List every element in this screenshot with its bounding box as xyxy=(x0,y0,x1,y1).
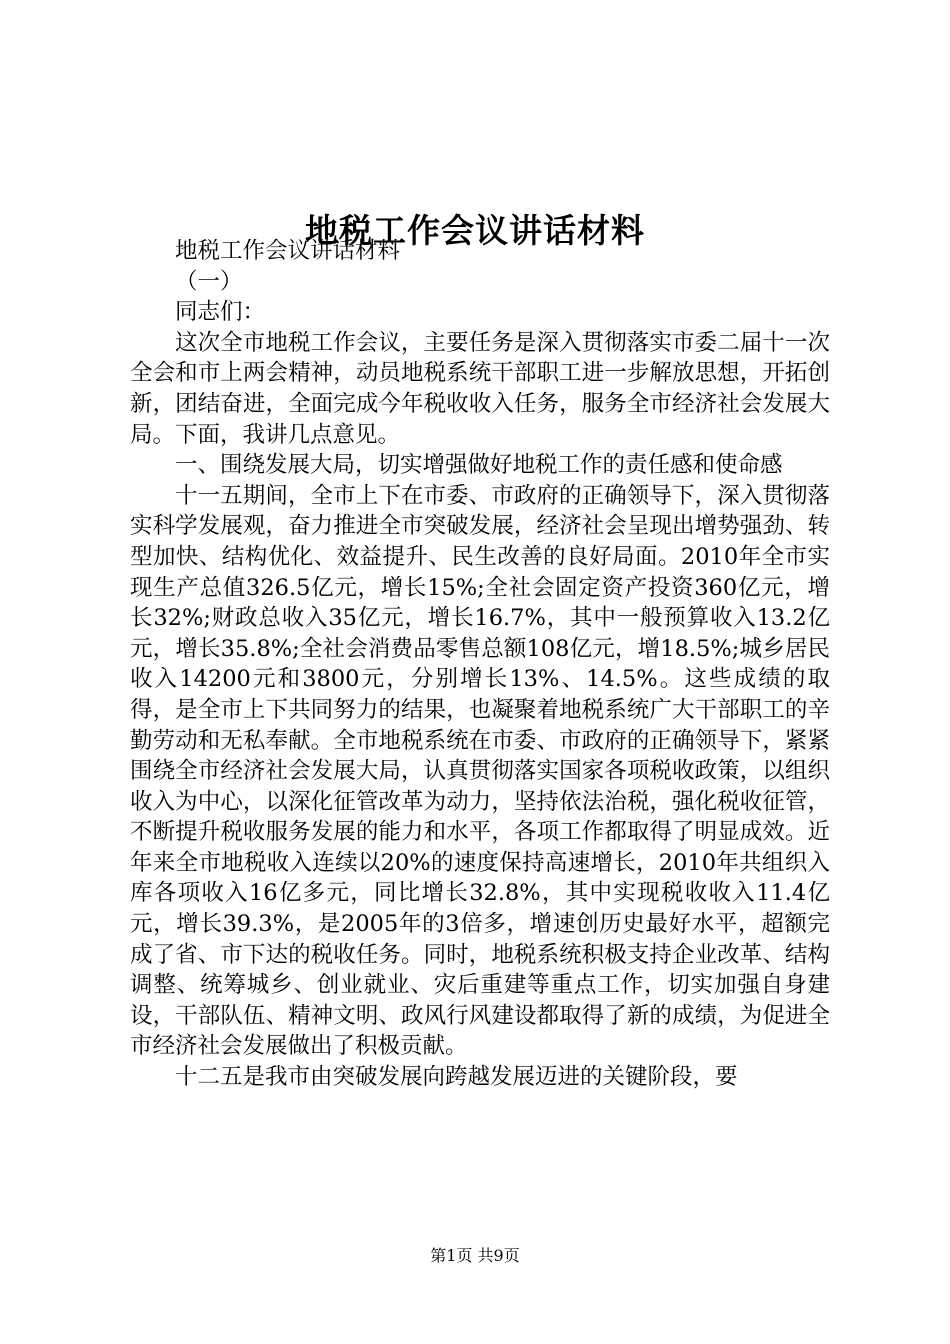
intro-paragraph: 这次全市地税工作会议，主要任务是深入贯彻落实市委二届十一次全会和市上两会精神，动员地税系统干部职工进一步解放思想，开拓创新，团结奋进，全面完成今年税收收入任务，服务全市经济社会发展大局。下面，我讲几点意见。 xyxy=(130,329,830,448)
section-heading-paragraph: 一、围绕发展大局，切实增强做好地税工作的责任感和使命感 xyxy=(175,452,783,479)
document-title: 地税工作会议讲话材料 xyxy=(305,211,645,251)
document-body xyxy=(130,236,830,1093)
section-number-paragraph: （一） xyxy=(175,268,243,295)
salutation-paragraph: 同志们： xyxy=(175,299,266,326)
achievements-paragraph: 十一五期间，全市上下在市委、市政府的正确领导下，深入贯彻落实科学发展观，奋力推进全市突破发展，经济社会呈现出增势强劲、转型加快、结构优化、效益提升、民生改善的良好局面。2010年全市实现生产总值326.5亿元，增长15%;全社会固定资产投资360亿元，增长32%;财政总收入35亿元，增长16.7%，其中一般预算收入13.2亿元，增长35.8%;全社会消费品零售总额108亿元，增18.5%;城乡居民收入14200元和3800元，分别增长13%、14.5%。这些成绩的取得，是全市上下共同努力的结果，也凝聚着地税系统广大干部职工的辛勤劳动和无私奉献。全市地税系统在市委、市政府的正确领导下，紧紧围绕全市经济社会发展大局，认真贯彻落实国家各项税收政策，以组织收入为中心，以深化征管改革为动力，坚持依法治税，强化税收征管，不断提升税收服务发展的能力和水平，各项工作都取得了明显成效。近年来全市地税收入连续以20%的速度保持高速增长，2010年共组织入库各项收入16亿多元，同比增长32.8%，其中实现税收收入11.4亿元，增长39.3%，是2005年的3倍多，增速创历史最好水平，超额完成了省、市下达的税收任务。同时，地税系统积极支持企业改革、结构调整、统筹城乡、创业就业、灾后重建等重点工作，切实加强自身建设，干部队伍、精神文明、政风行风建设都取得了新的成绩，为促进全市经济社会发展做出了积极贡献。 xyxy=(130,482,830,1060)
next-plan-paragraph: 十二五是我市由突破发展向跨越发展迈进的关键阶段，要 xyxy=(175,1064,738,1091)
subtitle-paragraph: 地税工作会议讲话材料 xyxy=(175,238,401,264)
page-footer: 第1页 共9页 xyxy=(430,1246,520,1265)
